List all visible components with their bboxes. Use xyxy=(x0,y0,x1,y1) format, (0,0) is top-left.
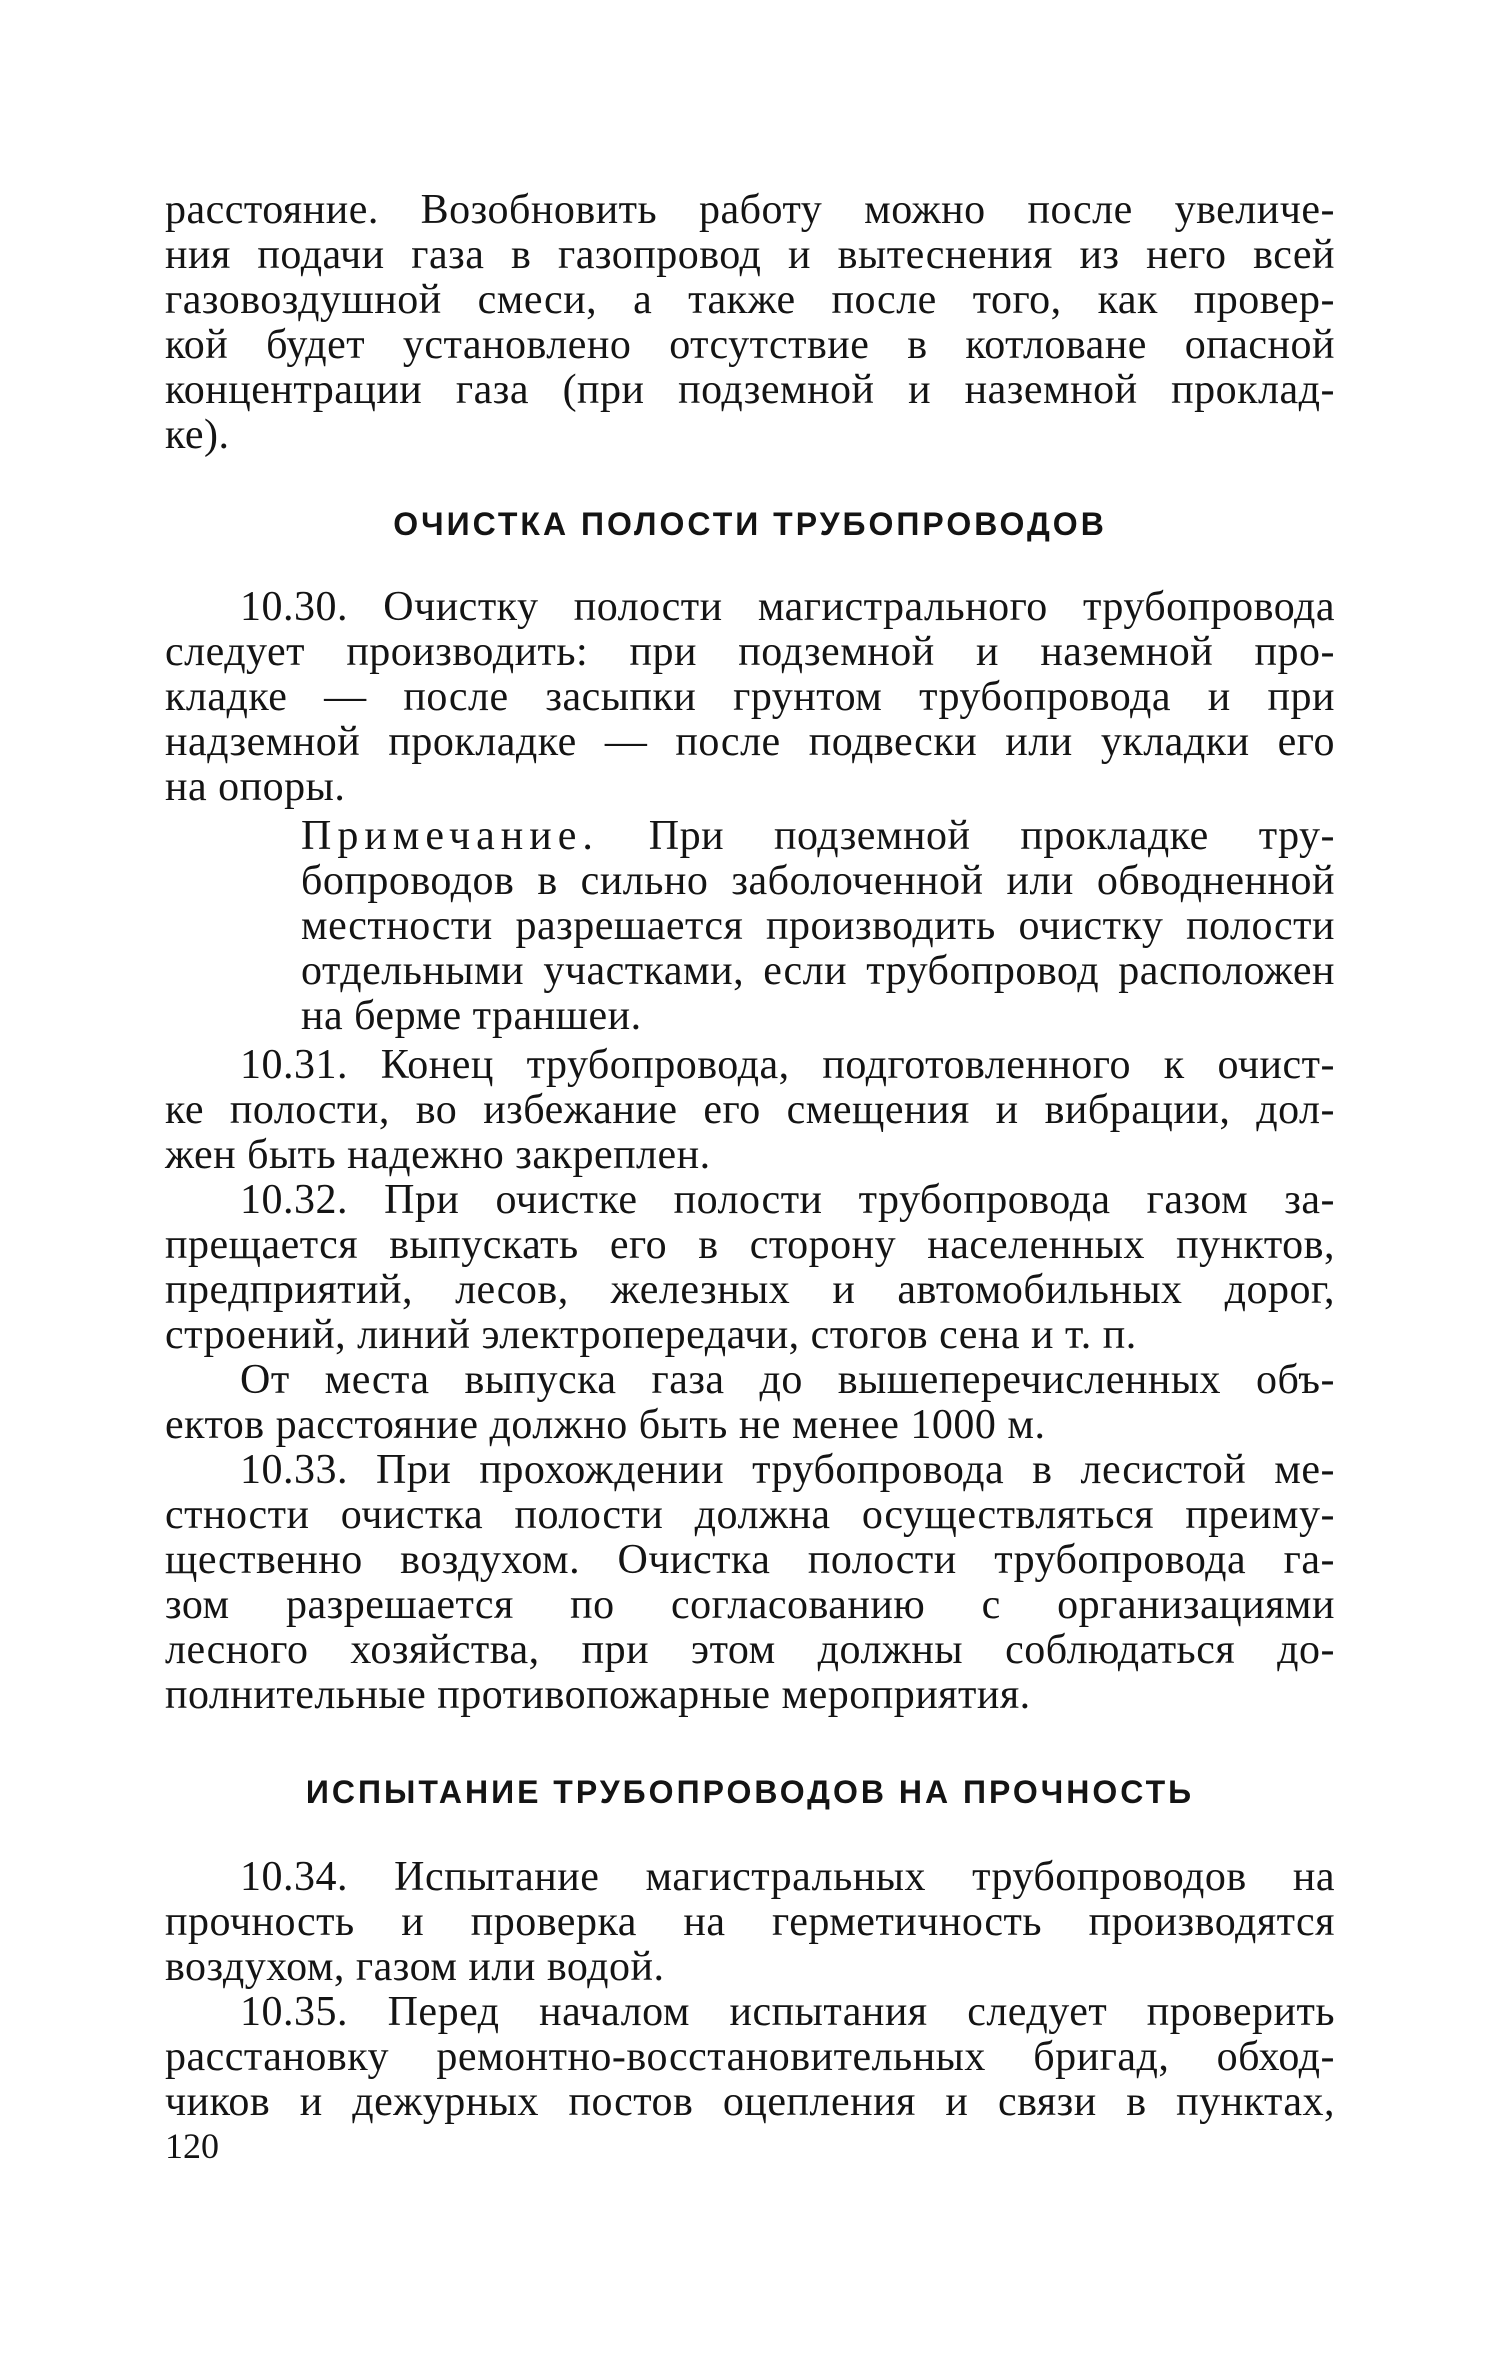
text-line: следует производить: при подземной и наземной про- xyxy=(165,629,1335,675)
text-line: прещается выпускать его в сторону населенных пунктов, xyxy=(165,1222,1335,1268)
text-line: 10.31. Конец трубопровода, подготовленного к очист- xyxy=(240,1042,1335,1088)
text-line: полнительные противопожарные мероприятия. xyxy=(165,1672,1031,1718)
text-line: лесного хозяйства, при этом должны соблюдаться до- xyxy=(165,1627,1335,1673)
paragraph-10-31 xyxy=(165,1043,1335,1178)
text-line: расстановку ремонтно-восстановительных бригад, обход- xyxy=(165,2034,1335,2080)
text-line: чиков и дежурных постов оцепления и связи в пунктах, xyxy=(165,2079,1335,2125)
text-line: От места выпуска газа до вышеперечисленных объ- xyxy=(240,1357,1335,1403)
text-line: ектов расстояние должно быть не менее 1000 м. xyxy=(165,1402,1046,1448)
text-line: 10.32. При очистке полости трубопровода газом за- xyxy=(240,1177,1335,1223)
paragraph-intro xyxy=(165,188,1335,458)
text-line: 10.35. Перед началом испытания следует проверить xyxy=(240,1989,1335,2035)
text-line: надземной прокладке — после подвески или укладки его xyxy=(165,719,1335,765)
text-line: предприятий, лесов, железных и автомобильных дорог, xyxy=(165,1267,1335,1313)
text-line: 10.30. Очистку полости магистрального трубопровода xyxy=(240,584,1335,630)
text-line: щественно воздухом. Очистка полости трубопровода га- xyxy=(165,1537,1335,1583)
page-number: 120 xyxy=(165,2126,219,2166)
text-line: на берме траншеи. xyxy=(301,993,642,1039)
text-line: отдельными участками, если трубопровод расположен xyxy=(301,948,1335,994)
text-line: расстояние. Возобновить работу можно после увеличе- xyxy=(165,187,1335,233)
note-label: Примечание. xyxy=(301,813,599,859)
text-line: местности разрешается производить очистку полости xyxy=(301,903,1335,949)
text-line: воздухом, газом или водой. xyxy=(165,1944,665,1990)
text-line: стности очистка полости должна осуществляться преиму- xyxy=(165,1492,1335,1538)
paragraph-10-34 xyxy=(165,1855,1335,1990)
note-text: При подземной прокладке тру- xyxy=(598,813,1335,859)
paragraph-distance xyxy=(165,1358,1335,1448)
section-heading-cleaning: ОЧИСТКА ПОЛОСТИ ТРУБОПРОВОДОВ xyxy=(393,506,1107,542)
text-line: кой будет установлено отсутствие в котловане опасной xyxy=(165,322,1335,368)
text-line: зом разрешается по согласованию с организациями xyxy=(165,1582,1335,1628)
paragraph-10-35 xyxy=(165,1990,1335,2125)
paragraph-10-30 xyxy=(165,585,1335,810)
text-line: жен быть надежно закреплен. xyxy=(165,1132,711,1178)
text-line: газовоздушной смеси, а также после того, как провер- xyxy=(165,277,1335,323)
text-line: ке). xyxy=(165,412,230,458)
text-line: прочность и проверка на герметичность производятся xyxy=(165,1899,1335,1945)
text-line: на опоры. xyxy=(165,764,346,810)
text-line: 10.34. Испытание магистральных трубопроводов на xyxy=(240,1854,1335,1900)
section-heading-testing: ИСПЫТАНИЕ ТРУБОПРОВОДОВ НА ПРОЧНОСТЬ xyxy=(305,1774,1195,1810)
text-line: строений, линий электропередачи, стогов сена и т. п. xyxy=(165,1312,1137,1358)
page-body xyxy=(165,188,1335,2125)
text-line: бопроводов в сильно заболоченной или обводненной xyxy=(301,858,1335,904)
text-line: ния подачи газа в газопровод и вытеснения из него всей xyxy=(165,232,1335,278)
paragraph-10-33 xyxy=(165,1448,1335,1718)
text-line: концентрации газа (при подземной и наземной проклад- xyxy=(165,367,1335,413)
paragraph-10-32 xyxy=(165,1178,1335,1358)
text-line: кладке — после засыпки грунтом трубопровода и при xyxy=(165,674,1335,720)
note-block xyxy=(165,814,1335,1039)
text-line: 10.33. При прохождении трубопровода в лесистой ме- xyxy=(240,1447,1335,1493)
text-line: ке полости, во избежание его смещения и вибрации, дол- xyxy=(165,1087,1335,1133)
text-line xyxy=(165,814,1335,859)
